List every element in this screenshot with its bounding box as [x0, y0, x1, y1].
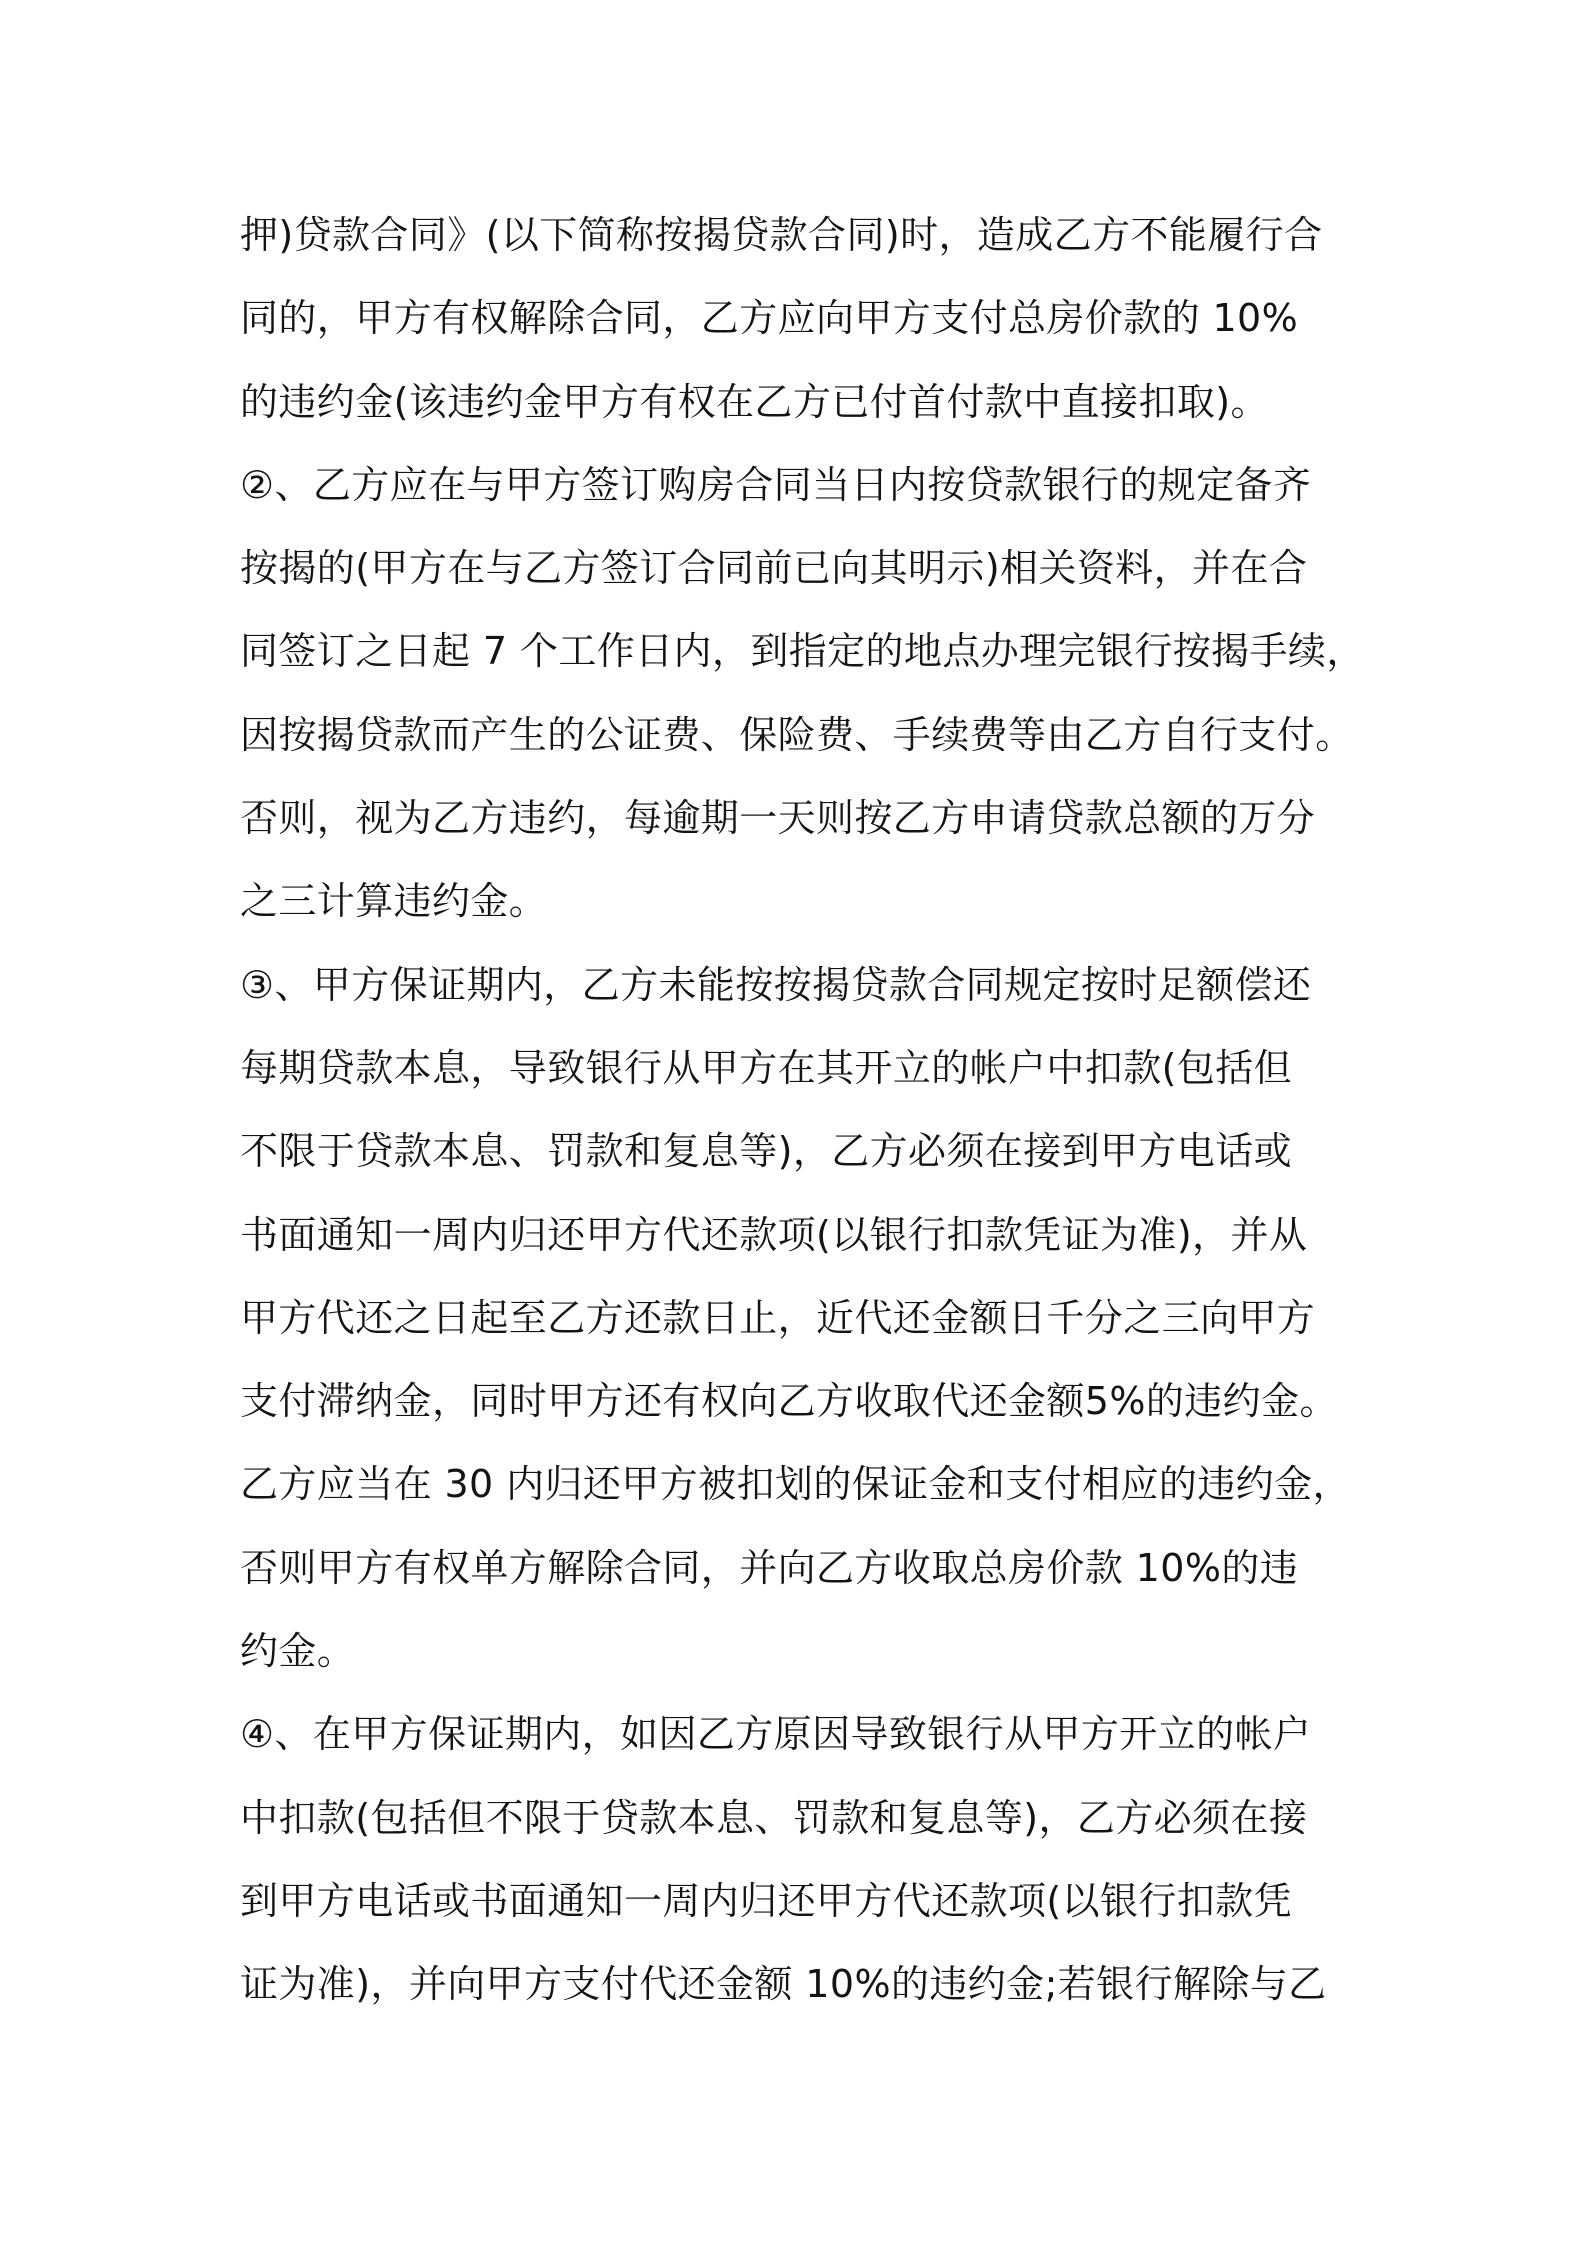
text-line: 支付滞纳金，同时甲方还有权向乙方收取代还金额5%的违约金。 [240, 1379, 1338, 1424]
text-line: 否则甲方有权单方解除合同，并向乙方收取总房价款 10%的违 [240, 1545, 1299, 1590]
text-line: 每期贷款本息，导致银行从甲方在其开立的帐户中扣款(包括但 [240, 1045, 1293, 1090]
text-line: 到甲方电话或书面通知一周内归还甲方代还款项(以银行扣款凭 [240, 1878, 1293, 1923]
text-line: 甲方代还之日起至乙方还款日止，近代还金额日千分之三向甲方 [240, 1295, 1316, 1340]
text-line: 乙方应当在 30 内归还甲方被扣划的保证金和支付相应的违约金， [240, 1462, 1351, 1507]
text-line: ④、在甲方保证期内，如因乙方原因导致银行从甲方开立的帐户 [240, 1712, 1312, 1757]
text-line: 因按揭贷款而产生的公证费、保险费、手续费等由乙方自行支付。 [240, 712, 1354, 757]
text-line: 约金。 [240, 1629, 356, 1674]
text-line: 证为准)，并向甲方支付代还金额 10%的违约金;若银行解除与乙 [240, 1962, 1327, 2007]
text-line: 不限于贷款本息、罚款和复息等)，乙方必须在接到甲方电话或 [240, 1129, 1293, 1174]
text-line: 押)贷款合同》(以下简称按揭贷款合同)时，造成乙方不能履行合 [240, 213, 1323, 257]
text-line: 否则，视为乙方违约，每逾期一天则按乙方申请贷款总额的万分 [240, 796, 1316, 841]
text-line: ③、甲方保证期内，乙方未能按按揭贷款合同规定按时足额偿还 [240, 962, 1312, 1007]
text-line: 书面通知一周内归还甲方代还款项(以银行扣款凭证为准)，并从 [240, 1212, 1308, 1257]
contract-text [240, 194, 1365, 2027]
text-line: ②、乙方应在与甲方签订购房合同当日内按贷款银行的规定备齐 [240, 462, 1312, 507]
text-line: 中扣款(包括但不限于贷款本息、罚款和复息等)，乙方必须在接 [240, 1795, 1308, 1840]
text-line: 同的，甲方有权解除合同，乙方应向甲方支付总房价款的 10% [240, 296, 1299, 341]
text-line: 按揭的(甲方在与乙方签订合同前已向其明示)相关资料，并在合 [240, 546, 1308, 591]
text-line: 之三计算违约金。 [240, 879, 548, 924]
text-line: 同签订之日起 7 个工作日内，到指定的地点办理完银行按揭手续， [240, 629, 1365, 674]
text-line: 的违约金(该违约金甲方有权在乙方已付首付款中直接扣取)。 [240, 379, 1269, 424]
